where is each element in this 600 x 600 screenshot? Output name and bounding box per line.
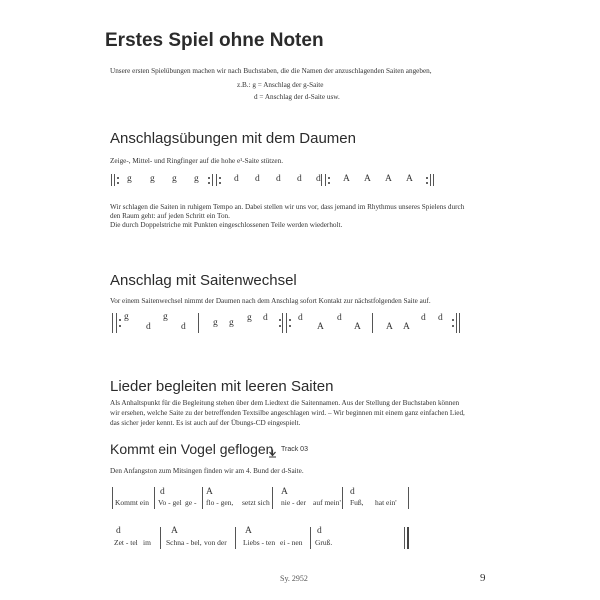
bar-line (160, 527, 161, 549)
chord: A (245, 526, 252, 536)
section-heading-string-change: Anschlag mit Saitenwechsel (110, 272, 297, 289)
note: g (229, 318, 234, 328)
section-heading-songs: Lieder begleiten mit leeren Saiten (110, 378, 334, 395)
final-bar (404, 527, 405, 549)
intro-text: Unsere ersten Spielübungen machen wir nach Buchstaben, die die Namen der anzuschlagenden Saiten angeben, (110, 67, 432, 75)
note: g (127, 174, 132, 184)
note: d (276, 174, 281, 184)
bar-line (372, 313, 373, 333)
bar-line (198, 313, 199, 333)
repeat-bar (456, 313, 457, 333)
chord: d (160, 487, 165, 497)
repeat-dot (219, 182, 221, 184)
songs-text-2: wir ersehen, welche Saite zu der betreffenden Textsilbe angeschlagen wird. – Wir beginnen mit einem ganz einfachen Lied, (110, 409, 465, 417)
song-title: Kommt ein Vogel geflogen (110, 441, 274, 457)
note: g (124, 312, 129, 322)
lyric: Gruß. (315, 538, 333, 547)
repeat-dot (279, 319, 281, 321)
bar-line (154, 487, 155, 509)
repeat-bar (212, 174, 213, 186)
repeat-dot (426, 182, 428, 184)
note: d (263, 313, 268, 323)
lyric: im (143, 538, 151, 547)
repeat-bar (433, 174, 434, 186)
note: g (172, 174, 177, 184)
chord: A (206, 487, 213, 497)
note: d (316, 174, 321, 184)
lyric: auf mein' (313, 498, 341, 507)
lyric: Vo - gel (158, 498, 182, 507)
track-label: Track 03 (281, 446, 308, 453)
repeat-bar (430, 174, 431, 186)
start-note-text: Den Anfangston zum Mitsingen finden wir am 4. Bund der d-Saite. (110, 467, 304, 475)
repeat-dot (328, 182, 330, 184)
repeat-dot (289, 319, 291, 321)
chord: d (116, 526, 121, 536)
string-change-text: Vor einem Saitenwechsel nimmt der Daumen nach dem Anschlag sofort Kontakt zur nächstfolgenden Saite auf. (110, 297, 431, 305)
lyric: ge - (185, 498, 197, 507)
songs-text-3: das sicher jeder kennt. Es ist auch auf der Übungs-CD eingespielt. (110, 419, 301, 427)
lyric: Fuß, (350, 498, 364, 507)
lyric: Schna - bel, (166, 538, 202, 547)
note: g (213, 318, 218, 328)
page-number: 9 (480, 572, 486, 584)
intro-example-g: z.B.: g = Anschlag der g-Saite (237, 81, 324, 89)
lyric: von der (204, 538, 227, 547)
note: A (317, 322, 324, 332)
lyric: nie - der (281, 498, 306, 507)
repeat-bar (325, 174, 326, 186)
repeat-bar (111, 174, 112, 186)
lyric: ei - nen (280, 538, 303, 547)
repeat-bar (114, 174, 115, 186)
repeat-dot (219, 177, 221, 179)
repeat-dot (208, 177, 210, 179)
cd-icon (268, 445, 277, 454)
note: d (298, 313, 303, 323)
note: g (247, 313, 252, 323)
note: g (194, 174, 199, 184)
note: d (146, 322, 151, 332)
note: A (386, 322, 393, 332)
note: g (150, 174, 155, 184)
repeat-dot (452, 325, 454, 327)
repeat-bar (459, 313, 460, 333)
chord: d (350, 487, 355, 497)
lyric: setzt sich (242, 498, 270, 507)
bar-line (310, 527, 311, 549)
intro-example-d: d = Anschlag der d-Saite usw. (254, 93, 340, 101)
repeat-dot (119, 325, 121, 327)
lyric: Zet - tel (114, 538, 138, 547)
note: A (354, 322, 361, 332)
repeat-dot (328, 177, 330, 179)
note: d (234, 174, 239, 184)
chord: d (317, 526, 322, 536)
note: A (406, 174, 413, 184)
section-heading-thumb: Anschlagsübungen mit dem Daumen (110, 130, 356, 147)
repeat-dot (279, 325, 281, 327)
bar-line (202, 487, 203, 509)
note: d (438, 313, 443, 323)
footer-code: Sy. 2952 (280, 574, 308, 583)
tempo-text-2: den Raum geht: auf jeden Schritt ein Ton. (110, 212, 230, 220)
lyric: flo - gen, (206, 498, 234, 507)
repeat-bar (321, 174, 322, 186)
note: d (337, 313, 342, 323)
repeat-bar (286, 313, 287, 333)
final-bar-thick (407, 527, 409, 549)
note: d (297, 174, 302, 184)
repeat-bar (112, 313, 113, 333)
bar-line (408, 487, 409, 509)
note: A (385, 174, 392, 184)
repeat-dot (452, 319, 454, 321)
tempo-text-1: Wir schlagen die Saiten in ruhigem Tempo an. Dabei stellen wir uns vor, dass jemand im Rhythmus unseres Spielens durch (110, 203, 465, 211)
note: A (403, 322, 410, 332)
repeat-bar (116, 313, 117, 333)
lyric: Liebs - ten (243, 538, 276, 547)
repeat-dot (117, 177, 119, 179)
repeat-dot (289, 325, 291, 327)
repeat-dot (426, 177, 428, 179)
note: d (181, 322, 186, 332)
lyric: Kommt ein (115, 498, 149, 507)
note: d (421, 313, 426, 323)
repeat-bar (216, 174, 217, 186)
repeat-text: Die durch Doppelstriche mit Punkten eingeschlossenen Teile werden wiederholt. (110, 221, 343, 229)
repeat-dot (208, 182, 210, 184)
lyric: hat ein' (375, 498, 397, 507)
bar-line (342, 487, 343, 509)
thumb-instruction: Zeige-, Mittel- und Ringfinger auf die hohe e¹-Saite stützen. (110, 157, 284, 165)
note: A (343, 174, 350, 184)
repeat-dot (117, 182, 119, 184)
bar-line (235, 527, 236, 549)
bar-line (112, 487, 113, 509)
chord: A (281, 487, 288, 497)
chord: A (171, 526, 178, 536)
note: d (255, 174, 260, 184)
repeat-dot (119, 319, 121, 321)
note: g (163, 312, 168, 322)
repeat-bar (282, 313, 283, 333)
songs-text-1: Als Anhaltspunkt für die Begleitung stehen über dem Liedtext die Saitennamen. Aus der Stellung der Buchstaben können (110, 399, 460, 407)
bar-line (272, 487, 273, 509)
page-title: Erstes Spiel ohne Noten (105, 30, 324, 51)
note: A (364, 174, 371, 184)
